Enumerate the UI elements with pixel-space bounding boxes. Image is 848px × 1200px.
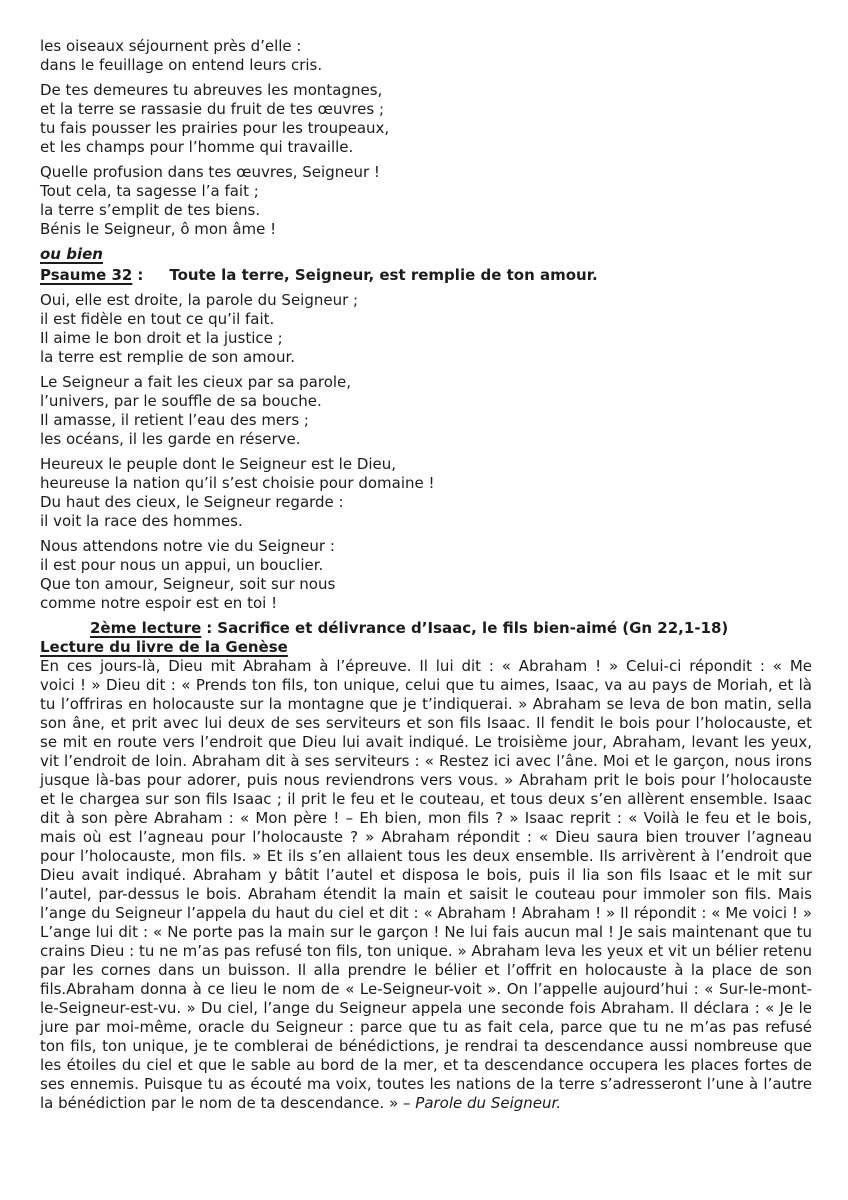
psalm-stanza — [40, 37, 812, 75]
second-reading-label: 2ème lecture — [90, 619, 202, 637]
psalm32-refrain: Toute la terre, Seigneur, est remplie de ton amour. — [169, 266, 598, 284]
psalm32-reference: Psaume 32 — [40, 266, 133, 284]
psalm-stanza — [40, 373, 812, 449]
psalm-line: Le Seigneur a fait les cieux par sa parole, — [40, 373, 352, 391]
reading-body-text: En ces jours-là, Dieu mit Abraham à l’épreuve. Il lui dit : « Abraham ! » Celui-ci répondit : « Me voici ! » Dieu dit : « Prends ton fils, ton unique, celui que tu aimes, Isaac, va au pays de Moriah, et là tu l’offriras en holocauste sur la montagne que je t’indiquerai. » Abraham se leva de bon matin, sella son âne, et prit avec lui deux de ses serviteurs et son fils Isaac. Il fendit le bois pour l’holocauste, et se mit en route vers l’endroit que Dieu lui avait indiqué. Le troisième jour, Abraham, levant les yeux, vit l’endroit de loin. Abraham dit à ses serviteurs : « Restez ici avec l’âne. Moi et le garçon, nous irons jusque là-bas pour adorer, puis nous reviendrons vers vous. » Abraham prit le bois pour l’holocauste et le chargea sur son fils Isaac ; il prit le feu et le couteau, et tous deux s’en allèrent ensemble. Isaac dit à son père Abraham : « Mon père ! – Eh bien, mon fils ? » Isaac reprit : « Voilà le feu et le bois, mais où est l’agneau pour l’holocauste ? » Abraham répondit : « Dieu saura bien trouver l’agneau pour l’holocauste, mon fils. » Et ils s’en allaient tous les deux ensemble. Ils arrivèrent à l’endroit que Dieu avait indiqué. Abraham y bâtit l’autel et disposa le bois, puis il lia son fils Isaac et le mit sur l’autel, par-dessus le bois. Abraham étendit la main et saisit le couteau pour immoler son fils. Mais l’ange du Seigneur l’appela du haut du ciel et dit : « Abraham ! Abraham ! » Il répondit : « Me voici ! » L’ange lui dit : « Ne porte pas la main sur le garçon ! Ne lui fais aucun mal ! Je sais maintenant que tu crains Dieu : tu ne m’as pas refusé ton fils, ton unique. » Abraham leva les yeux et vit un bélier retenu par les cornes dans un buisson. Il alla prendre le bélier et l’offrit en holocauste à la place de son fils.Abraham donna à ce lieu le nom de « Le-Seigneur-voit ». On l’appelle aujourd’hui : « Sur-le-mont-le-Seigneur-est-vu. » Du ciel, l’ange du Seigneur appela une seconde fois Abraham. Il déclara : « Je le jure par moi-même, oracle du Seigneur : parce que tu as fait cela, parce que tu ne m’as pas refusé ton fils, ton unique, je te comblerai de bénédictions, je rendrai ta descendance aussi nombreuse que les étoiles du ciel et que le sable au bord de la mer, et ta descendance occupera les places fortes de ses ennemis. Puisque tu as écouté ma voix, toutes les nations de la terre s’adresseront l’une à l’autre la bénédiction par le nom de ta descendance. » – — [40, 657, 812, 1112]
second-reading-separator: : — [206, 619, 213, 637]
psalm32-separator: : — [137, 266, 144, 284]
psalm-line: heureuse la nation qu’il s’est choisie pour domaine ! — [40, 474, 435, 492]
psalm-stanza — [40, 537, 812, 613]
psalm-stanza — [40, 163, 812, 239]
psalm-line: tu fais pousser les prairies pour les troupeaux, — [40, 119, 390, 137]
psalm-line: comme notre espoir est en toi ! — [40, 594, 278, 612]
psalm-line: et la terre se rassasie du fruit de tes œuvres ; — [40, 100, 385, 118]
alternative-label: ou bien — [40, 245, 103, 263]
psalm-line: Que ton amour, Seigneur, soit sur nous — [40, 575, 336, 593]
psalm-continuation — [40, 37, 812, 239]
psalm-line: Heureux le peuple dont le Seigneur est le Dieu, — [40, 455, 397, 473]
second-reading-title-text: Sacrifice et délivrance d’Isaac, le fils bien-aimé (Gn 22,1-18) — [217, 619, 729, 637]
psalm-line: dans le feuillage on entend leurs cris. — [40, 56, 323, 74]
psalm-line: Il aime le bon droit et la justice ; — [40, 329, 283, 347]
psalm-stanza — [40, 291, 812, 367]
psalm-line: il est pour nous un appui, un bouclier. — [40, 556, 324, 574]
psalm32-stanzas — [40, 291, 812, 613]
reading-closing-formula: Parole du Seigneur. — [415, 1094, 562, 1112]
psalm-line: et les champs pour l’homme qui travaille. — [40, 138, 354, 156]
psalm-line: Il amasse, il retient l’eau des mers ; — [40, 411, 309, 429]
psalm-line: les océans, il les garde en réserve. — [40, 430, 301, 448]
psalm32-heading — [40, 266, 812, 285]
psalm-line: Quelle profusion dans tes œuvres, Seigneur ! — [40, 163, 380, 181]
psalm-line: Tout cela, ta sagesse l’a fait ; — [40, 182, 259, 200]
second-reading-body — [40, 657, 812, 1113]
second-reading-source: Lecture du livre de la Genèse — [40, 638, 288, 656]
psalm-stanza — [40, 455, 812, 531]
psalm-line: Oui, elle est droite, la parole du Seigneur ; — [40, 291, 359, 309]
psalm-line: Bénis le Seigneur, ô mon âme ! — [40, 220, 277, 238]
psalm-line: Nous attendons notre vie du Seigneur : — [40, 537, 335, 555]
psalm-line: la terre est remplie de son amour. — [40, 348, 296, 366]
psalm-line: Du haut des cieux, le Seigneur regarde : — [40, 493, 344, 511]
psalm-line: l’univers, par le souffle de sa bouche. — [40, 392, 322, 410]
psalm-line: De tes demeures tu abreuves les montagnes, — [40, 81, 383, 99]
second-reading-title — [90, 619, 812, 638]
second-reading-section — [40, 619, 812, 1113]
psalm-line: il voit la race des hommes. — [40, 512, 243, 530]
psalm-line: les oiseaux séjournent près d’elle : — [40, 37, 302, 55]
psalm-stanza — [40, 81, 812, 157]
psalm-line: la terre s’emplit de tes biens. — [40, 201, 261, 219]
psalm-line: il est fidèle en tout ce qu’il fait. — [40, 310, 275, 328]
